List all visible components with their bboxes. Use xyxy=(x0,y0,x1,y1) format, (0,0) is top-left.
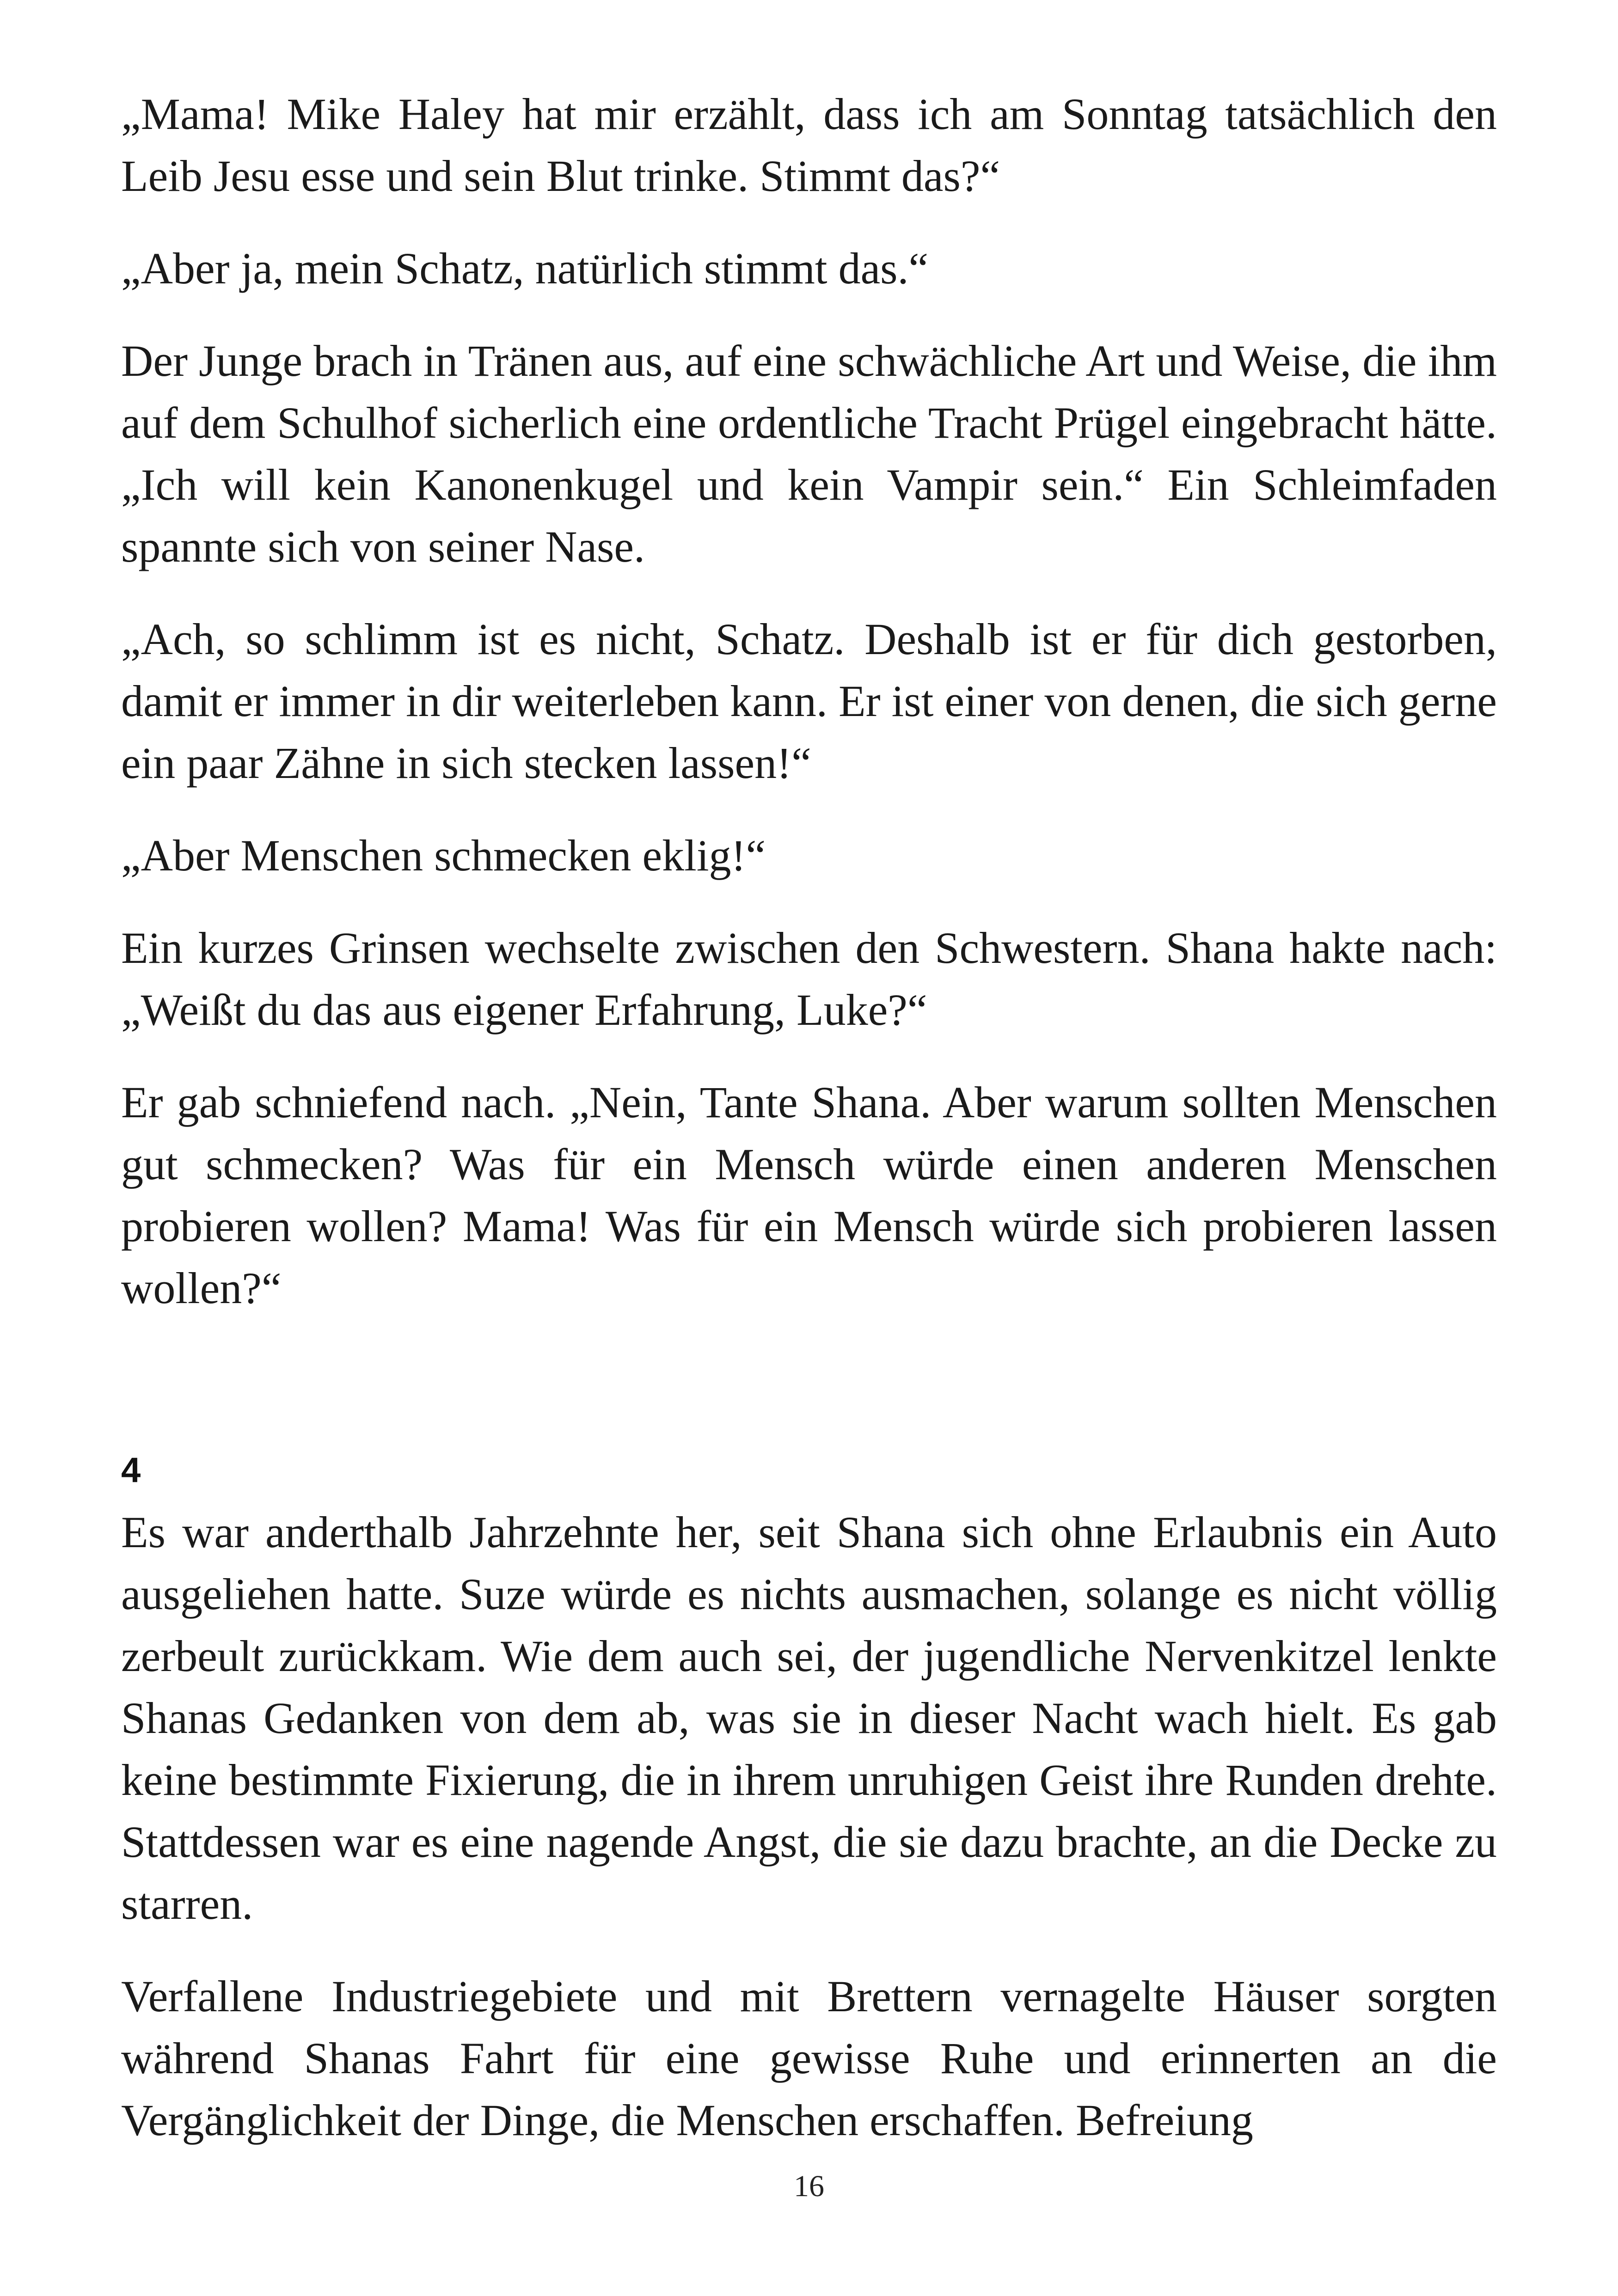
paragraph: Verfallene Industriegebiete und mit Brettern vernagelte Häuser sorgten während Shanas Fahrt für eine gewisse Ruhe und erinnerten an die Vergänglichkeit der Dinge, die Menschen erschaffen. Befreiung xyxy=(121,1971,1497,2145)
page-body xyxy=(121,83,1497,2182)
paragraph: Der Junge brach in Tränen aus, auf eine schwächliche Art und Weise, die ihm auf dem Schulhof sicherlich eine ordentliche Tracht Prügel eingebracht hätte. „Ich will kein Kanonenkugel und kein Vampir sein.“ Ein Schleimfaden spannte sich von seiner Nase. xyxy=(121,336,1497,571)
page-number: 16 xyxy=(794,2169,824,2203)
paragraph: „Aber Menschen schmecken eklig!“ xyxy=(121,831,766,880)
paragraph: „Ach, so schlimm ist es nicht, Schatz. Deshalb ist er für dich gestorben, damit er immer in dir weiterleben kann. Er ist einer von denen, die sich gerne ein paar Zähne in sich stecken lassen!“ xyxy=(121,614,1497,788)
paragraph: Es war anderthalb Jahrzehnte her, seit Shana sich ohne Erlaubnis ein Auto ausgeliehen hatte. Suze würde es nichts ausmachen, solange es nicht völlig zerbeult zurückkam. Wie dem auch sei, der jugendliche Nervenkitzel lenkte Shanas Gedanken von dem ab, was sie in dieser Nacht wach hielt. Es gab keine bestimmte Fixierung, die in ihrem unruhigen Geist ihre Runden drehte. Stattdessen war es eine nagende Angst, die sie dazu brachte, an die Decke zu starren. xyxy=(121,1507,1497,1929)
paragraph: „Mama! Mike Haley hat mir erzählt, dass ich am Sonntag tatsächlich den Leib Jesu esse und sein Blut trinke. Stimmt das?“ xyxy=(121,89,1497,201)
paragraph: Er gab schniefend nach. „Nein, Tante Shana. Aber warum sollten Menschen gut schmecken? Was für ein Mensch würde einen anderen Menschen probieren wollen? Mama! Was für ein Mensch würde sich probieren lassen wollen?“ xyxy=(121,1078,1497,1313)
chapter-number: 4 xyxy=(121,1451,141,1490)
paragraph: Ein kurzes Grinsen wechselte zwischen den Schwestern. Shana hakte nach: „Weißt du das aus eigener Erfahrung, Luke?“ xyxy=(121,923,1497,1035)
paragraph: „Aber ja, mein Schatz, natürlich stimmt das.“ xyxy=(121,244,929,293)
